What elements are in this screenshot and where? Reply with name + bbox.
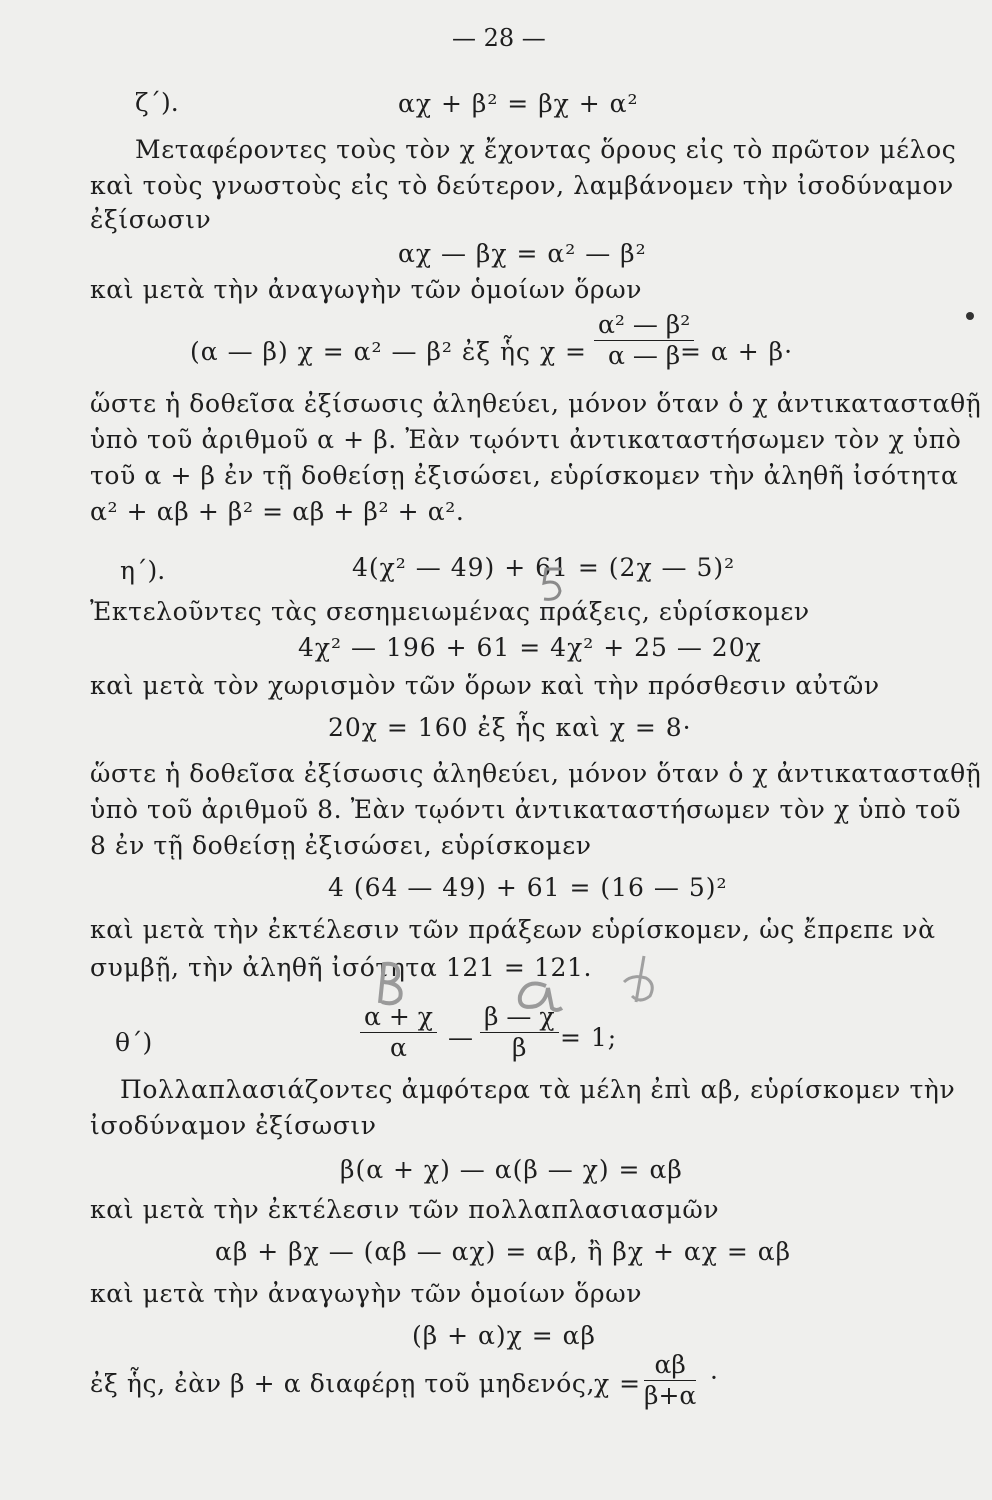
equation-theta-rhs: = 1; — [560, 1023, 618, 1052]
stray-dot — [966, 312, 974, 320]
text-line: ἐξ ἧς, ἐὰν β + α διαφέρῃ τοῦ μηδενός, — [90, 1369, 596, 1398]
text-line: τοῦ α + β ἐν τῇ δοθείσῃ ἐξισώσει, εὑρίσκομεν τὴν ἀληθῆ ἰσότητα — [90, 461, 959, 490]
equation-zeta-3-left: (α — β) χ = α² — β² ἐξ ἧς χ = — [190, 337, 587, 366]
pencil-mark — [370, 958, 410, 1019]
text-line: καὶ τοὺς γνωστοὺς εἰς τὸ δεύτερον, λαμβάνομεν τὴν ἰσοδύναμον — [90, 171, 954, 200]
text-line: καὶ μετὰ τὴν ἐκτέλεσιν τῶν πολλαπλασιασμῶν — [90, 1195, 720, 1224]
equation-theta-2: β(α + χ) — α(β — χ) = αβ — [340, 1155, 683, 1184]
pencil-mark — [606, 952, 662, 1023]
equation-eta-3: 20χ = 160 ἐξ ἧς καὶ χ = 8· — [328, 713, 692, 742]
equation-theta-3: αβ + βχ — (αβ — αχ) = αβ, ἢ βχ + αχ = αβ — [215, 1237, 792, 1266]
text-line: καὶ μετὰ τὴν ἀναγωγὴν τῶν ὁμοίων ὅρων — [90, 1279, 642, 1308]
fraction-denominator: α — [389, 1033, 407, 1062]
fraction-numerator: α² — β² — [594, 310, 694, 341]
text-line: συμβῇ, τὴν ἀληθῆ ἰσότητα 121 = 121. — [90, 953, 593, 982]
problem-label-zeta: ζ΄). — [135, 88, 179, 117]
text-line: καὶ μετὰ τὴν ἀναγωγὴν τῶν ὁμοίων ὅρων — [90, 275, 642, 304]
equation-eta-4: 4 (64 — 49) + 61 = (16 — 5)² — [328, 873, 728, 902]
problem-label-eta: η΄). — [120, 556, 166, 585]
equation-eta-2: 4χ² — 196 + 61 = 4χ² + 25 — 20χ — [298, 633, 762, 662]
final-lhs: χ = — [594, 1369, 642, 1398]
text-line: Ἐκτελοῦντες τὰς σεσημειωμένας πράξεις, εὑρίσκομεν — [90, 597, 810, 626]
equation-theta-4: (β + α)χ = αβ — [412, 1321, 597, 1350]
text-line: ὑπὸ τοῦ ἀριθμοῦ 8. Ἐὰν τῳόντι ἀντικαταστήσωμεν τὸν χ ὑπὸ τοῦ — [90, 795, 962, 824]
minus-sign: — — [448, 1023, 474, 1052]
text-line: 8 ἐν τῇ δοθείσῃ ἐξισώσει, εὑρίσκομεν — [90, 831, 592, 860]
equation-zeta-2: αχ — βχ = α² — β² — [398, 239, 647, 268]
text-line: ὥστε ἡ δοθεῖσα ἐξίσωσις ἀληθεύει, μόνον ὅταν ὁ χ ἀντικατασταθῇ — [90, 389, 982, 418]
text-line: ὑπὸ τοῦ ἀριθμοῦ α + β. Ἐὰν τῳόντι ἀντικαταστήσωμεν τὸν χ ὑπὸ — [90, 425, 962, 454]
fraction-denominator: β+α — [644, 1381, 697, 1410]
fraction-numerator: αβ — [644, 1350, 696, 1381]
fraction-numerator: α + χ — [360, 1002, 437, 1033]
text-line: ἐξίσωσιν — [90, 205, 212, 234]
equation-eta-1: 4(χ² — 49) + 61 = (2χ — 5)² — [352, 553, 736, 582]
pencil-mark — [538, 565, 568, 615]
text-line: Μεταφέροντες τοὺς τὸν χ ἔχοντας ὅρους εἰς τὸ πρῶτον μέλος — [135, 135, 957, 164]
equation-zeta-3-right: = α + β· — [680, 337, 794, 366]
text-line: α² + αβ + β² = αβ + β² + α². — [90, 497, 465, 526]
final-dot: · — [710, 1363, 719, 1392]
page-number: — 28 — — [452, 24, 546, 52]
text-line: καὶ μετὰ τὴν ἐκτέλεσιν τῶν πράξεων εὑρίσκομεν, ὡς ἔπρεπε νὰ — [90, 915, 936, 944]
equation-zeta-1: αχ + β² = βχ + α² — [398, 89, 639, 118]
fraction-denominator: α — β — [608, 341, 681, 370]
pencil-mark — [506, 968, 566, 1029]
text-line: ἰσοδύναμον ἐξίσωσιν — [90, 1111, 377, 1140]
fraction-numerator: β — χ — [480, 1002, 559, 1033]
text-line: καὶ μετὰ τὸν χωρισμὸν τῶν ὅρων καὶ τὴν πρόσθεσιν αὐτῶν — [90, 671, 880, 700]
text-line: Πολλαπλασιάζοντες ἀμφότερα τὰ μέλη ἐπὶ αβ, εὑρίσκομεν τὴν — [120, 1075, 956, 1104]
fraction-final — [644, 1350, 696, 1411]
fraction-denominator: β — [512, 1033, 527, 1062]
problem-label-theta: θ΄) — [115, 1028, 153, 1057]
text-line: ὥστε ἡ δοθεῖσα ἐξίσωσις ἀληθεύει, μόνον ὅταν ὁ χ ἀντικατασταθῇ — [90, 759, 982, 788]
